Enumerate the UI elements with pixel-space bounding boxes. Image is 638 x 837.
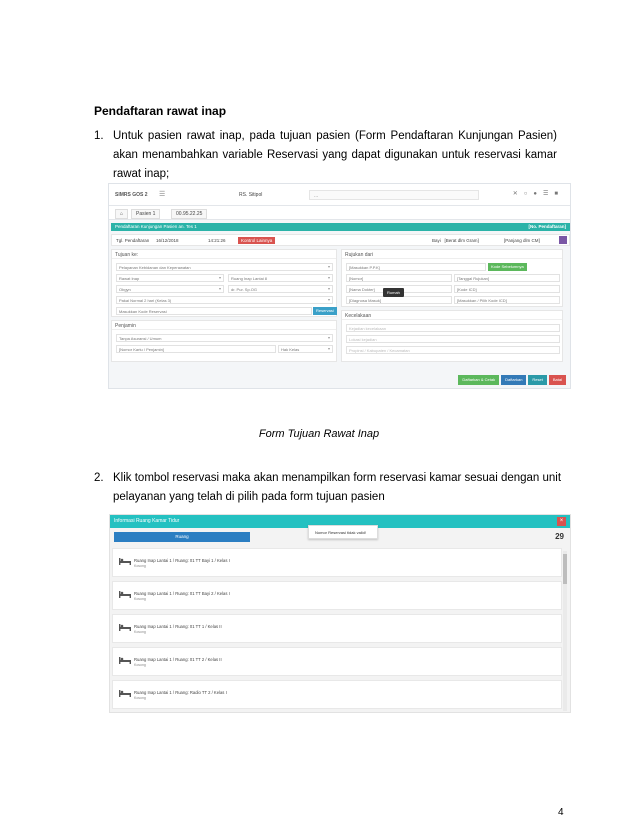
length-field[interactable]: [Panjang dlm CM] xyxy=(504,238,540,243)
menu-icon[interactable]: ☰ xyxy=(159,191,166,198)
ppk-input[interactable]: [Masukkan P.P.K] xyxy=(346,263,486,271)
register-button[interactable]: Daftarkan xyxy=(501,375,526,385)
room-status: Kosong xyxy=(134,630,146,634)
user-icon[interactable] xyxy=(559,236,567,244)
list-item[interactable] xyxy=(112,614,562,643)
scrollbar[interactable] xyxy=(563,551,567,711)
list-item[interactable] xyxy=(112,548,562,577)
kecelakaan-panel xyxy=(341,310,563,362)
icd-select[interactable]: [Masukkan / Pilih Kode ICD] xyxy=(454,296,560,304)
screenshot-registration-form xyxy=(108,183,571,389)
patient-tabs xyxy=(109,206,570,220)
app-brand: SIMRS GOS 2 xyxy=(115,192,148,198)
service-select[interactable]: Pelayanan Kebidanan dan Keperawatan ▾ xyxy=(116,263,333,271)
doctor-name-input[interactable]: [Nama Dokter] xyxy=(346,285,452,293)
room-status: Kosong xyxy=(134,696,146,700)
step-text: Untuk pasien rawat inap, pada tujuan pasien (Form Pendaftaran Kunjungan Pasien) akan menambahkan variable Reservasi yang dapat digunakan untuk reservasi kamar rawat inap; xyxy=(113,130,557,180)
room-name: Ruang Inap Lantai 1 / Ruang: 01 TT Bayi 1 / Kelas I xyxy=(134,558,230,563)
rujukan-title: Rujukan dari xyxy=(342,250,562,259)
form-header-bar xyxy=(111,223,570,231)
card-number-input[interactable]: [Nomor Kartu / Penjamin] xyxy=(116,345,276,353)
step-number: 2. xyxy=(94,472,104,484)
reservation-code-input[interactable]: Masukkan Kode Reservasi xyxy=(116,307,312,315)
location-label: RS. Sitipol xyxy=(239,192,263,198)
care-type-select[interactable]: Rawat Inap ▾ xyxy=(116,274,224,282)
section-title: Pendaftaran rawat inap xyxy=(94,104,227,118)
penjamin-panel xyxy=(111,320,337,362)
penjamin-title: Penjamin xyxy=(112,321,336,330)
tujuan-panel xyxy=(111,249,337,317)
rujukan-number-input[interactable]: [Nomor] xyxy=(346,274,452,282)
list-item[interactable] xyxy=(112,647,562,676)
scrollbar-thumb[interactable] xyxy=(563,554,567,584)
form-footer-buttons xyxy=(458,375,566,385)
close-icon[interactable]: × xyxy=(557,517,566,526)
doctor-select[interactable]: dr. Pur. Sp.OG ▾ xyxy=(228,285,333,293)
screenshot-room-reservation xyxy=(109,514,571,713)
icd-input[interactable]: [Kode ICD] xyxy=(454,285,560,293)
search-ppk-button[interactable]: Kode Sebelumnya xyxy=(488,263,527,271)
tujuan-title: Tujuan ke: xyxy=(112,250,336,259)
cancel-button[interactable]: Batal xyxy=(549,375,566,385)
reservasi-button[interactable]: Reservasi xyxy=(313,307,337,315)
tooltip: Rumah xyxy=(383,288,404,297)
date-row xyxy=(111,234,570,246)
reset-button[interactable]: Reset xyxy=(528,375,546,385)
diagnosis-input[interactable]: [Diagnosa Masuk] xyxy=(346,296,452,304)
date-label: Tgl. Pendaftaran xyxy=(116,238,150,243)
tab-ruang[interactable]: Ruang xyxy=(114,532,250,542)
form-title: Pendaftaran Kunjungan Pasien an. Tes 1 xyxy=(115,224,197,229)
age-field[interactable]: Bayi [Berat dlm Gram] xyxy=(432,238,479,243)
list-item[interactable] xyxy=(112,581,562,610)
date-value[interactable]: 16/12/2018 xyxy=(156,238,179,243)
room-name: Ruang Inap Lantai 1 / Ruang: 01 TT Bayi 2 / Kelas I xyxy=(134,591,230,596)
home-icon[interactable]: ⌂ xyxy=(115,209,128,219)
room-select[interactable]: Ruang Inap Lantai 8 ▾ xyxy=(228,274,333,282)
figure-caption: Form Tujuan Rawat Inap xyxy=(258,428,380,440)
unit-select[interactable]: Obgyn ▾ xyxy=(116,285,224,293)
top-navbar xyxy=(109,184,570,206)
rujukan-panel xyxy=(341,249,563,307)
accident-detail-field[interactable]: Propinsi / Kabupaten / Kecamatan xyxy=(346,346,560,354)
time-value[interactable]: 14:21:26 xyxy=(208,238,226,243)
package-select[interactable]: Pakai Normal 2 hari (Kelas 3) ▾ xyxy=(116,296,333,304)
search-input[interactable]: ... xyxy=(309,190,479,200)
room-status: Kosong xyxy=(134,663,146,667)
room-name: Ruang Inap Lantai 1 / Ruang: 01 TT 2 / Kelas II xyxy=(134,657,222,662)
step-number: 1. xyxy=(94,130,104,142)
bed-icon xyxy=(119,591,131,598)
registration-number: [No. Pendaftaran] xyxy=(528,224,566,229)
room-status: Kosong xyxy=(134,564,146,568)
list-item[interactable] xyxy=(112,680,562,709)
accident-location-field[interactable]: Lokasi kejadian xyxy=(346,335,560,343)
room-name: Ruang Inap Lantai 1 / Ruang: Radio TT 2 / Kelas I xyxy=(134,690,227,695)
accident-field[interactable]: Kejadian kecelakaan xyxy=(346,324,560,332)
modal-title: Informasi Ruang Kamar Tidur xyxy=(114,518,180,524)
room-status: Kosong xyxy=(134,597,146,601)
class-select[interactable]: Hak Kelas ▾ xyxy=(278,345,333,353)
bed-icon xyxy=(119,657,131,664)
register-print-button[interactable]: Daftarkan & Cetak xyxy=(458,375,499,385)
page-number: 4 xyxy=(558,807,564,818)
error-toast: Nomor Reservasi tidak valid! xyxy=(308,525,378,539)
tab-patient[interactable]: Pasien 1 xyxy=(131,209,160,219)
bed-icon xyxy=(119,624,131,631)
insurance-select[interactable]: Tanpa Asuransi / Umum ▾ xyxy=(116,334,333,342)
bed-icon xyxy=(119,558,131,565)
kontrol-button[interactable]: Kontrol Lainnya xyxy=(238,237,275,244)
toolbar-icons[interactable]: ✕○●☰■ xyxy=(512,191,564,197)
rujukan-date-input[interactable]: [Tanggal Rujukan] xyxy=(454,274,560,282)
bed-icon xyxy=(119,690,131,697)
room-name: Ruang Inap Lantai 1 / Ruang: 01 TT 1 / Kelas II xyxy=(134,624,222,629)
room-count: 29 xyxy=(555,532,564,541)
kecelakaan-title: Kecelakaan xyxy=(342,311,562,320)
step-text: Klik tombol reservasi maka akan menampilkan form reservasi kamar sesuai dengan unit pelayanan yang telah di pilih pada form tujuan pasien xyxy=(113,472,562,503)
tab-patient-number[interactable]: 00.95.22.25 xyxy=(171,209,207,219)
